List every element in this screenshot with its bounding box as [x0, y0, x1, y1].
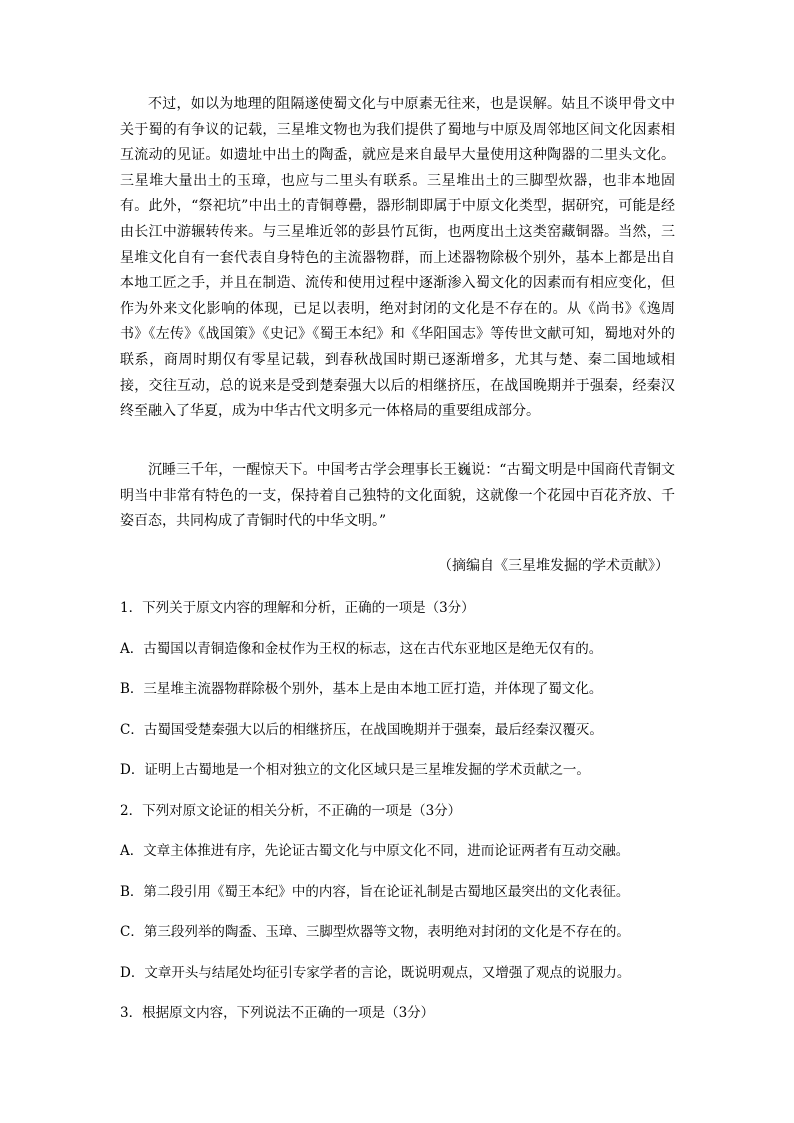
question-2-option-b: B．第二段引用《蜀王本纪》中的内容，旨在论证礼制是古蜀地区最突出的文化表征。	[120, 884, 630, 900]
question-1-stem: 1．下列关于原文内容的理解和分析，正确的一项是（3分）	[120, 600, 475, 616]
passage-paragraph-1: 不过，如以为地理的阻隔遂使蜀文化与中原素无往来，也是误解。姑且不谈甲骨文中关于蜀的有争议的记载，三星堆文物也为我们提供了蜀地与中原及周邻地区间文化因素相互流动的见证。如遗址中出土的陶盉，就应是来自最早大量使用这种陶器的二里头文化。三星堆大量出土的玉璋，也应与二里头有联系。三星堆出土的三脚型炊器，也非本地固有。此外，“祭祀坑”中出土的青铜尊罍，器形制即属于中原文化类型，据研究，可能是经由长江中游辗转传来。与三星堆近邻的彭县竹瓦街，也两度出土这类窑藏铜器。当然，三星堆文化自有一套代表自身特色的主流器物群，而上述器物除极个别外，基本上都是出自本地工匠之手，并且在制造、流传和使用过程中逐渐渗入蜀文化的因素而有相应变化，但作为外来文化影响的体现，已足以表明，绝对封闭的文化是不存在的。从《尚书》《逸周书》《左传》《战国策》《史记》《蜀王本纪》和《华阳国志》等传世文献可知，蜀地对外的联系，商周时期仅有零星记载，到春秋战国时期已逐渐增多，尤其与楚、秦二国地域相接，交往互动，总的说来是受到楚秦强大以后的相继挤压，在战国晚期并于强秦，经秦汉终至融入了华夏，成为中华古代文明多元一体格局的重要组成部分。	[120, 96, 675, 420]
question-1-option-c: C．古蜀国受楚秦强大以后的相继挤压，在战国晚期并于强秦，最后经秦汉覆灭。	[120, 722, 603, 738]
question-1-option-b: B．三星堆主流器物群除极个别外，基本上是由本地工匠打造，并体现了蜀文化。	[120, 681, 603, 697]
passage-paragraph-2: 沉睡三千年，一醒惊天下。中国考古学会理事长王巍说：“古蜀文明是中国商代青铜文明当中非常有特色的一支，保持着自己独特的文化面貌，这就像一个花园中百花齐放、千姿百态，共同构成了青铜时代的中华文明。”	[120, 462, 675, 530]
question-2-option-c: C．第三段列举的陶盉、玉璋、三脚型炊器等文物，表明绝对封闭的文化是不存在的。	[120, 924, 630, 940]
question-2-stem: 2．下列对原文论证的相关分析，不正确的一项是（3分）	[120, 803, 462, 819]
question-1-option-d: D．证明上古蜀地是一个相对独立的文化区域只是三星堆发掘的学术贡献之一。	[120, 762, 590, 778]
question-3-stem: 3．根据原文内容，下列说法不正确的一项是（3分）	[120, 1005, 435, 1021]
question-2-option-a: A．文章主体推进有序，先论证古蜀文化与中原文化不同，进而论证两者有互动交融。	[120, 843, 630, 859]
question-2-option-d: D．文章开头与结尾处均征引专家学者的言论，既说明观点，又增强了观点的说服力。	[120, 965, 631, 981]
passage-source: （摘编自《三星堆发掘的学术贡献》）	[438, 558, 669, 574]
question-1-option-a: A．古蜀国以青铜造像和金杖作为王权的标志，这在古代东亚地区是绝无仅有的。	[120, 641, 603, 657]
